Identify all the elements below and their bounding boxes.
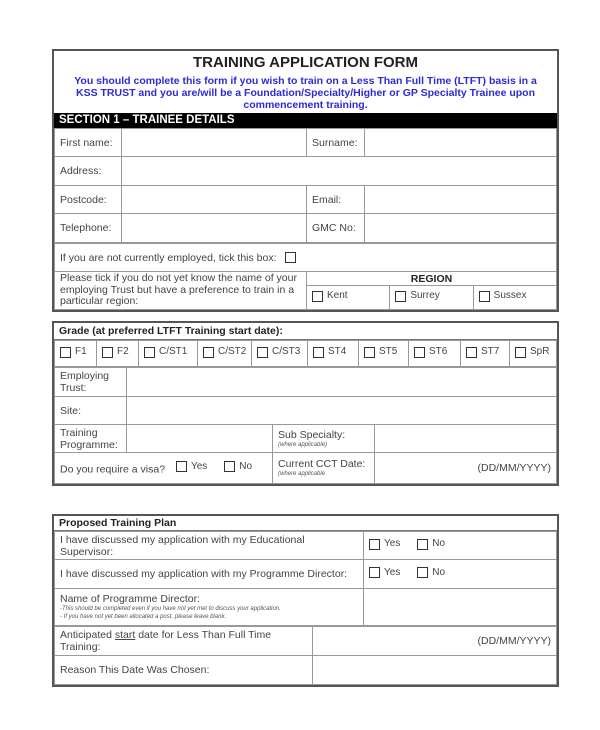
training-programme-label: Training Programme: bbox=[55, 425, 127, 453]
region-option-kent[interactable]: Kent bbox=[307, 286, 390, 310]
section-1-heading: SECTION 1 – TRAINEE DETAILS bbox=[54, 113, 557, 128]
sub-specialty-field[interactable] bbox=[375, 425, 557, 453]
training-plan-heading: Proposed Training Plan bbox=[54, 516, 557, 531]
surname-label: Surname: bbox=[307, 129, 365, 157]
surname-field[interactable] bbox=[365, 129, 557, 157]
checkbox-icon[interactable] bbox=[176, 461, 187, 472]
checkbox-icon[interactable] bbox=[395, 291, 406, 302]
site-field[interactable] bbox=[127, 397, 557, 425]
grade-option-st6[interactable]: ST6 bbox=[409, 341, 461, 367]
checkbox-icon[interactable] bbox=[369, 539, 380, 550]
director-name-label: Name of Programme Director: bbox=[60, 593, 201, 605]
checkbox-icon[interactable] bbox=[414, 347, 425, 358]
visa-no-option[interactable]: No bbox=[224, 461, 252, 473]
grade-option-f1[interactable]: F1 bbox=[55, 341, 97, 367]
prog-director-yes[interactable]: Yes bbox=[369, 567, 400, 579]
checkbox-icon[interactable] bbox=[257, 347, 268, 358]
grade-option-cst1[interactable]: C/ST1 bbox=[139, 341, 198, 367]
checkbox-icon[interactable] bbox=[466, 347, 477, 358]
cct-date-hint: (where applicable bbox=[278, 471, 326, 477]
trainee-details-table bbox=[54, 128, 557, 243]
checkbox-icon[interactable] bbox=[203, 347, 214, 358]
prog-director-no[interactable]: No bbox=[417, 567, 445, 579]
grade-option-f2[interactable]: F2 bbox=[97, 341, 139, 367]
cct-date-field[interactable] bbox=[375, 453, 557, 484]
employment-details-table bbox=[54, 367, 557, 484]
not-employed-label: If you are not currently employed, tick this box: bbox=[60, 251, 277, 264]
trainee-details-box bbox=[52, 49, 559, 312]
checkbox-icon[interactable] bbox=[102, 347, 113, 358]
region-heading: REGION bbox=[307, 272, 557, 286]
director-name-hint-2: - If you have not yet been allocated a post, please leave blank. bbox=[60, 614, 227, 620]
prog-director-question: I have discussed my application with my Programme Director: bbox=[55, 560, 364, 589]
employing-trust-label: Employing Trust: bbox=[55, 368, 127, 397]
address-label: Address: bbox=[55, 157, 122, 186]
grade-option-cst2[interactable]: C/ST2 bbox=[198, 341, 252, 367]
edu-supervisor-yes[interactable]: Yes bbox=[369, 538, 400, 550]
date-format-hint: (DD/MM/YYYY) bbox=[477, 462, 551, 474]
gmc-no-label: GMC No: bbox=[307, 214, 365, 243]
checkbox-icon[interactable] bbox=[144, 347, 155, 358]
checkbox-icon[interactable] bbox=[369, 567, 380, 578]
grade-option-st4[interactable]: ST4 bbox=[308, 341, 359, 367]
region-prompt: Please tick if you do not yet know the name of your employing Trust but have a preference to train in a particular region: bbox=[55, 272, 307, 310]
form-intro: You should complete this form if you wish to train on a Less Than Full Time (LTFT) basis in a KSS TRUST and you are/will be a Foundation/Specialty/Higher or GP Specialty Trainee upon commencement training. bbox=[74, 75, 537, 111]
telephone-label: Telephone: bbox=[55, 214, 122, 243]
postcode-field[interactable] bbox=[122, 186, 307, 214]
training-programme-field[interactable] bbox=[127, 425, 273, 453]
start-date-field[interactable] bbox=[313, 627, 557, 656]
sub-specialty-hint: (where applicable) bbox=[278, 441, 328, 448]
grade-option-st7[interactable]: ST7 bbox=[461, 341, 510, 367]
region-option-surrey[interactable]: Surrey bbox=[390, 286, 473, 310]
email-label: Email: bbox=[307, 186, 365, 214]
checkbox-icon[interactable] bbox=[417, 567, 428, 578]
region-option-sussex[interactable]: Sussex bbox=[473, 286, 556, 310]
site-label: Site: bbox=[55, 397, 127, 425]
grade-option-spr[interactable]: SpR bbox=[510, 341, 557, 367]
grade-heading: Grade (at preferred LTFT Training start date): bbox=[54, 323, 557, 340]
grade-option-cst3[interactable]: C/ST3 bbox=[252, 341, 308, 367]
start-date-label: Anticipated start date for Less Than Full Time Training: bbox=[55, 627, 313, 656]
checkbox-icon[interactable] bbox=[312, 291, 323, 302]
edu-supervisor-question: I have discussed my application with my Educational Supervisor: bbox=[55, 532, 364, 560]
checkbox-icon[interactable] bbox=[417, 539, 428, 550]
not-employed-checkbox[interactable] bbox=[285, 252, 296, 263]
director-name-field[interactable] bbox=[364, 589, 557, 626]
date-format-hint: (DD/MM/YYYY) bbox=[477, 635, 551, 647]
employment-table bbox=[54, 243, 557, 310]
email-field[interactable] bbox=[365, 186, 557, 214]
checkbox-icon[interactable] bbox=[364, 347, 375, 358]
visa-question: Do you require a visa? bbox=[60, 463, 166, 476]
postcode-label: Postcode: bbox=[55, 186, 122, 214]
training-plan-discussion-table bbox=[54, 531, 557, 626]
checkbox-icon[interactable] bbox=[224, 461, 235, 472]
cct-date-label: Current CCT Date: bbox=[278, 458, 366, 470]
form-title: TRAINING APPLICATION FORM bbox=[193, 54, 418, 71]
checkbox-icon[interactable] bbox=[479, 291, 490, 302]
grade-options-table bbox=[54, 340, 557, 367]
address-field[interactable] bbox=[122, 157, 557, 186]
grade-option-st5[interactable]: ST5 bbox=[359, 341, 409, 367]
telephone-field[interactable] bbox=[122, 214, 307, 243]
employing-trust-field[interactable] bbox=[127, 368, 557, 397]
checkbox-icon[interactable] bbox=[60, 347, 71, 358]
sub-specialty-label: Sub Specialty: bbox=[278, 428, 346, 441]
edu-supervisor-no[interactable]: No bbox=[417, 538, 445, 550]
first-name-field[interactable] bbox=[122, 129, 307, 157]
director-name-hint-1: -This should be completed even if you have not yet met to discuss your application. bbox=[60, 606, 281, 612]
reason-field[interactable] bbox=[313, 656, 557, 685]
start-date-table bbox=[54, 626, 557, 685]
grade-box bbox=[52, 321, 559, 486]
checkbox-icon[interactable] bbox=[313, 347, 324, 358]
reason-label: Reason This Date Was Chosen: bbox=[55, 656, 313, 685]
visa-yes-option[interactable]: Yes bbox=[176, 461, 207, 473]
checkbox-icon[interactable] bbox=[515, 347, 526, 358]
first-name-label: First name: bbox=[55, 129, 122, 157]
training-plan-box bbox=[52, 514, 559, 687]
gmc-no-field[interactable] bbox=[365, 214, 557, 243]
